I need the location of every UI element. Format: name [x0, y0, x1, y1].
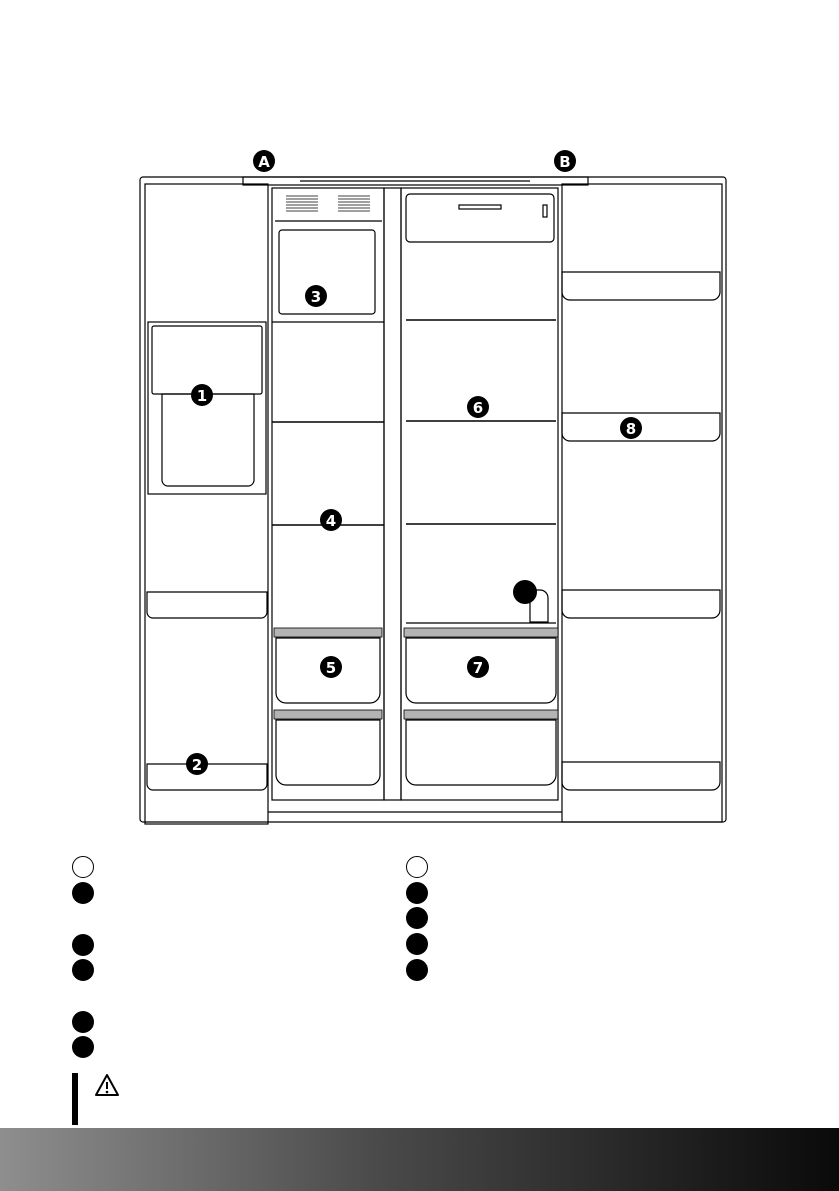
freezer-drawer-rail: [274, 628, 382, 637]
svg-text:3: 3: [310, 288, 322, 306]
fridge-cabinet-outline: [140, 177, 726, 822]
footer-bar: [0, 1128, 839, 1191]
control-panel-slot: [459, 205, 501, 209]
legend-marker-8: [406, 933, 428, 955]
legend-marker-4: [72, 1011, 94, 1033]
svg-text:6: 6: [472, 399, 484, 417]
legend-marker-7: [406, 907, 428, 929]
callout-1: [191, 384, 213, 406]
freezer-door-bin: [147, 592, 267, 618]
ice-bucket: [279, 230, 375, 314]
svg-text:8: 8: [625, 420, 637, 438]
callout-2: [186, 753, 208, 775]
dispenser-recess: [162, 394, 254, 486]
svg-text:2: 2: [191, 756, 203, 774]
hinge-label-a: [253, 150, 275, 172]
callout-8: [620, 417, 642, 439]
svg-text:5: 5: [325, 659, 337, 677]
callout-4: [320, 509, 342, 531]
fridge-door: [562, 184, 722, 822]
legend-marker-1: [72, 882, 94, 904]
legend-marker-9: [406, 959, 428, 981]
freezer-drawer-lower: [276, 720, 380, 785]
legend-marker-a: [72, 856, 94, 878]
center-mullion: [384, 188, 401, 800]
fridge-compartment: [401, 188, 558, 800]
freezer-vents: [286, 196, 370, 211]
legend-marker-5: [72, 1036, 94, 1058]
warning-triangle-icon: [94, 1073, 120, 1097]
fridge-door-bin: [562, 762, 720, 790]
freezer-compartment: [272, 188, 384, 800]
legend-marker-b: [406, 856, 428, 878]
control-panel-light: [543, 205, 547, 217]
legend-marker-2: [72, 934, 94, 956]
legend-marker-3: [72, 959, 94, 981]
warning-bar: [72, 1073, 78, 1125]
dispenser-control: [152, 326, 262, 394]
callout-5: [320, 656, 342, 678]
legend-marker-6: [406, 882, 428, 904]
callout-7: [467, 656, 489, 678]
fridge-control-panel: [406, 194, 554, 242]
callout-9: [513, 580, 537, 604]
dispenser-panel: [148, 322, 266, 494]
callout-6: [467, 396, 489, 418]
fridge-door-bin: [562, 272, 720, 300]
svg-text:1: 1: [196, 387, 208, 405]
callout-3: [305, 285, 327, 307]
svg-text:4: 4: [325, 512, 337, 530]
crisper-drawer-rail: [404, 710, 558, 719]
svg-text:B: B: [559, 153, 571, 171]
fridge-door-bin: [562, 590, 720, 618]
crisper-drawer-lower: [406, 720, 556, 785]
freezer-door: [145, 184, 268, 824]
svg-text:7: 7: [472, 659, 484, 677]
crisper-drawer-rail: [404, 628, 558, 637]
hinge-label-b: [554, 150, 576, 172]
freezer-drawer-rail: [274, 710, 382, 719]
svg-text:A: A: [258, 153, 270, 171]
